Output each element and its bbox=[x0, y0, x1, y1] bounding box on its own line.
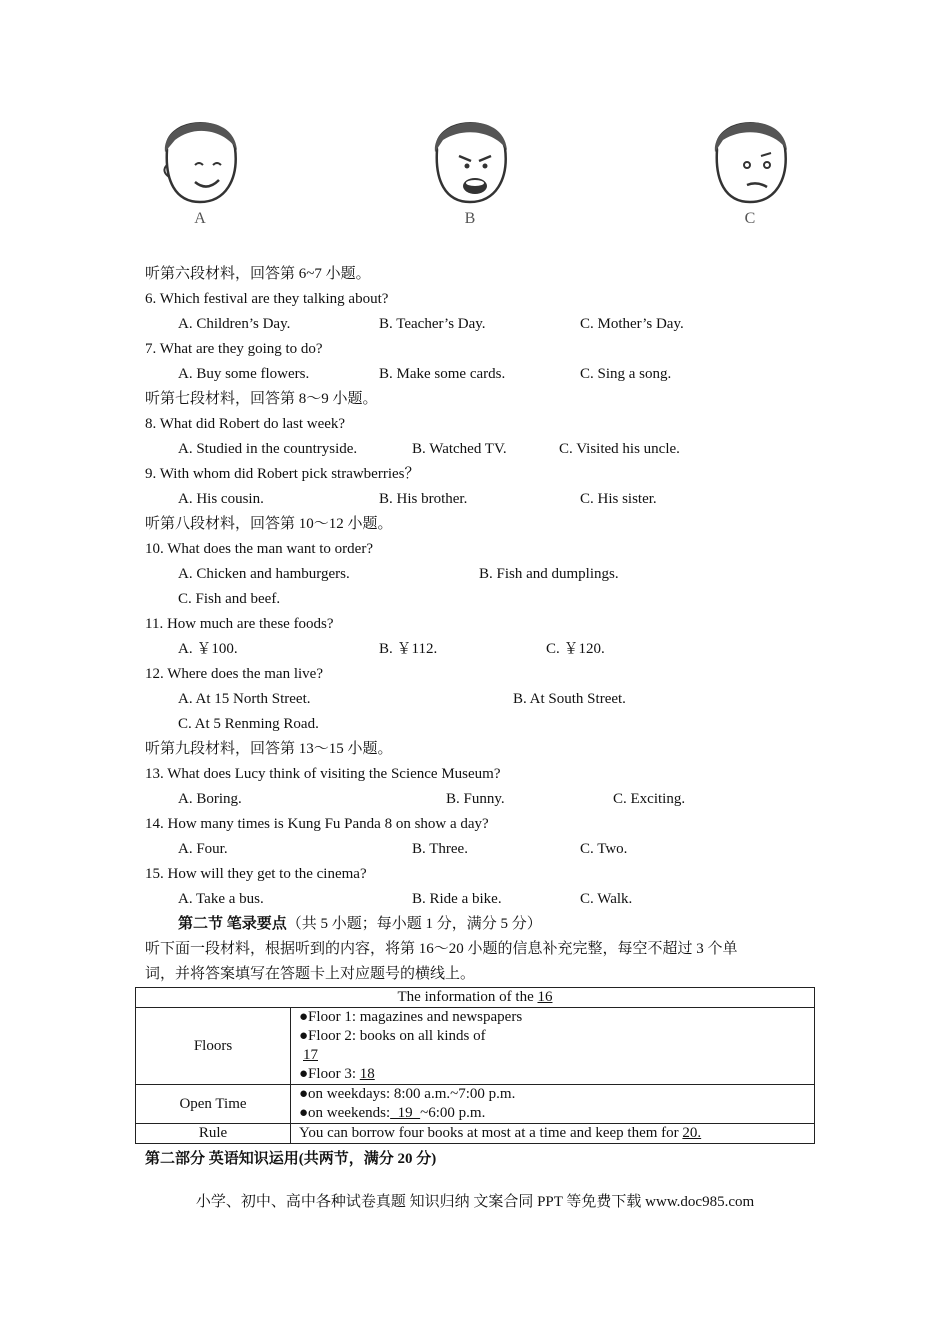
section-intro: 听第八段材料，回答第 10～12 小题。 bbox=[145, 516, 393, 532]
faces-illustration bbox=[0, 110, 950, 240]
option-b: B. At South Street. bbox=[513, 691, 626, 707]
section2-title-note: （共 5 小题；每小题 1 分，满分 5 分） bbox=[286, 916, 542, 932]
section-intro: 听第七段材料，回答第 8～9 小题。 bbox=[145, 391, 378, 407]
face-c-label: C bbox=[744, 210, 756, 227]
options-9 bbox=[145, 487, 815, 512]
face-a bbox=[155, 110, 245, 230]
question-7: 7. What are they going to do? bbox=[145, 341, 323, 357]
rule-cell bbox=[291, 1124, 815, 1144]
option-c: C. Sing a song. bbox=[580, 366, 672, 382]
face-b bbox=[425, 110, 515, 230]
option-b: B. Funny. bbox=[446, 791, 505, 807]
option-b: B. His brother. bbox=[379, 491, 468, 507]
blank-20: 20. bbox=[682, 1125, 702, 1141]
option-a: A. At 15 North Street. bbox=[178, 691, 311, 707]
weekends: ●on weekends: bbox=[299, 1105, 391, 1121]
information-table bbox=[135, 987, 815, 1144]
option-a: A. Boring. bbox=[178, 791, 242, 807]
options-12 bbox=[145, 687, 815, 712]
rule-text: You can borrow four books at most at a time and keep them for bbox=[299, 1125, 683, 1141]
blank-18: 18 bbox=[359, 1066, 375, 1082]
table-row bbox=[136, 988, 815, 1008]
blank-19: 19 bbox=[390, 1105, 421, 1121]
table-row bbox=[136, 1124, 815, 1144]
option-c: C. Walk. bbox=[580, 891, 633, 907]
option-a: A. Buy some flowers. bbox=[178, 366, 310, 382]
section-intro: 听第六段材料，回答第 6~7 小题。 bbox=[145, 266, 371, 282]
question-6: 6. Which festival are they talking about? bbox=[145, 291, 389, 307]
open-time-label: Open Time bbox=[136, 1085, 291, 1124]
option-b: B. Ride a bike. bbox=[412, 891, 502, 907]
floors-cell bbox=[291, 1008, 815, 1085]
option-a: A. Chicken and hamburgers. bbox=[178, 566, 350, 582]
question-12: 12. Where does the man live? bbox=[145, 666, 323, 682]
section2-instructions-1: 听下面一段材料，根据听到的内容，将第 16～20 小题的信息补充完整，每空不超过 3 个单 bbox=[145, 941, 738, 957]
table-row bbox=[136, 1085, 815, 1124]
option-b: B. Three. bbox=[412, 841, 468, 857]
option-c: C. Fish and beef. bbox=[178, 591, 281, 607]
confused-face-icon bbox=[705, 110, 795, 210]
table-header bbox=[136, 988, 815, 1008]
question-14: 14. How many times is Kung Fu Panda 8 on show a day? bbox=[145, 816, 489, 832]
question-11: 11. How much are these foods? bbox=[145, 616, 334, 632]
options-7 bbox=[145, 362, 815, 387]
options-6 bbox=[145, 312, 815, 337]
section2-title-text: 第二节 笔录要点 bbox=[178, 916, 287, 932]
part2-heading: 第二部分 英语知识运用(共两节，满分 20 分) bbox=[145, 1151, 437, 1167]
weekdays: ●on weekdays: 8:00 a.m.~7:00 p.m. bbox=[299, 1086, 516, 1102]
option-c: C. ￥120. bbox=[546, 641, 605, 657]
listening-questions bbox=[145, 262, 815, 987]
option-a: A. His cousin. bbox=[178, 491, 264, 507]
floors-label: Floors bbox=[136, 1008, 291, 1085]
options-14 bbox=[145, 837, 815, 862]
question-15: 15. How will they get to the cinema? bbox=[145, 866, 367, 882]
option-c: C. Visited his uncle. bbox=[559, 441, 680, 457]
section-intro: 听第九段材料，回答第 13～15 小题。 bbox=[145, 741, 393, 757]
open-time-cell bbox=[291, 1085, 815, 1124]
option-a: A. Four. bbox=[178, 841, 228, 857]
blank-16: 16 bbox=[537, 989, 553, 1005]
options-15 bbox=[145, 887, 815, 912]
question-13: 13. What does Lucy think of visiting the Science Museum? bbox=[145, 766, 501, 782]
option-b: B. Watched TV. bbox=[412, 441, 507, 457]
option-b: B. Fish and dumplings. bbox=[479, 566, 619, 582]
angry-face-icon bbox=[425, 110, 515, 210]
footer: 小学、初中、高中各种试卷真题 知识归纳 文案合同 PPT 等免费下载 www.doc985.com bbox=[195, 1194, 755, 1210]
option-a: A. ￥100. bbox=[178, 641, 238, 657]
smiling-face-icon bbox=[155, 110, 245, 210]
option-a: A. Children’s Day. bbox=[178, 316, 291, 332]
face-b-label: B bbox=[464, 210, 476, 227]
table-row bbox=[136, 1008, 815, 1085]
options-10-c bbox=[145, 587, 815, 612]
option-c: C. His sister. bbox=[580, 491, 657, 507]
options-11 bbox=[145, 637, 815, 662]
option-a: A. Take a bus. bbox=[178, 891, 264, 907]
option-b: B. Make some cards. bbox=[379, 366, 506, 382]
section2-title bbox=[145, 912, 815, 937]
rule-label: Rule bbox=[136, 1124, 291, 1144]
weekends-end: ~6:00 p.m. bbox=[420, 1105, 486, 1121]
table-header-text: The information of the bbox=[397, 989, 538, 1005]
option-c: C. Exciting. bbox=[613, 791, 686, 807]
question-10: 10. What does the man want to order? bbox=[145, 541, 373, 557]
face-a-label: A bbox=[194, 210, 206, 227]
section2-instructions-2: 词，并将答案填写在答题卡上对应题号的横线上。 bbox=[145, 966, 476, 982]
option-b: B. ￥112. bbox=[379, 641, 438, 657]
option-b: B. Teacher’s Day. bbox=[379, 316, 486, 332]
question-9: 9. With whom did Robert pick strawberries？ bbox=[145, 466, 420, 482]
floor-2: ●Floor 2: books on all kinds of bbox=[299, 1028, 486, 1044]
option-c: C. Two. bbox=[580, 841, 628, 857]
face-c bbox=[705, 110, 795, 230]
options-12-c bbox=[145, 712, 815, 737]
option-c: C. At 5 Renming Road. bbox=[178, 716, 319, 732]
option-c: C. Mother’s Day. bbox=[580, 316, 684, 332]
floor-3: ●Floor 3: bbox=[299, 1066, 360, 1082]
option-a: A. Studied in the countryside. bbox=[178, 441, 358, 457]
floor-1: ●Floor 1: magazines and newspapers bbox=[299, 1009, 523, 1025]
options-13 bbox=[145, 787, 815, 812]
blank-17: 17 bbox=[303, 1047, 318, 1063]
options-8 bbox=[145, 437, 815, 462]
options-10 bbox=[145, 562, 815, 587]
question-8: 8. What did Robert do last week? bbox=[145, 416, 346, 432]
